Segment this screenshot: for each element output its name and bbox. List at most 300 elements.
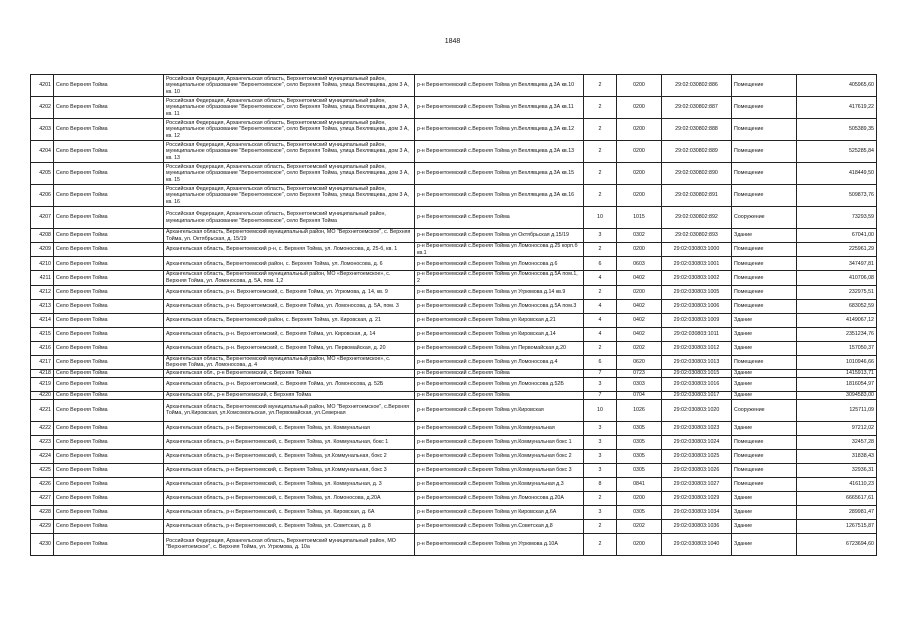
short-address: р-н Верхнетоемский с.Верхняя Тойма ул.Коммунальная бокс 1 — [415, 435, 584, 449]
settlement-name: Село Верхняя Тойма — [54, 399, 164, 421]
object-type: Помещение — [732, 97, 797, 119]
full-address: Архангельская область, Верхнетоемский муниципальный район, МО «Верхнетоемское», с. Верхняя Тойма, ул. Ломоносова, д. 4 — [164, 355, 415, 369]
type-count: 7 — [584, 369, 617, 377]
row-number: 4201 — [31, 75, 54, 97]
cadastral-number: 29:02:030802:891 — [662, 185, 732, 207]
table-row — [31, 449, 877, 463]
type-count: 3 — [584, 449, 617, 463]
cadastral-number: 29:02:030802:887 — [662, 97, 732, 119]
type-code: 0402 — [617, 313, 662, 327]
type-code: 0305 — [617, 435, 662, 449]
object-type: Сооружение — [732, 207, 797, 229]
cadastral-value: 4149067,12 — [797, 313, 877, 327]
full-address: Архангельская область, р-н Верхнетоемский, с. Верхняя Тойма, ул.Коммунальная, бокс 3 — [164, 463, 415, 477]
row-number: 4209 — [31, 243, 54, 257]
cadastral-number: 29:02:030803:1020 — [662, 399, 732, 421]
full-address: Российская Федерация, Архангельская область, Верхнетоемский муниципальный район, муниципальное образование "Верхнетоемское", село Верхняя Тойма, улица Вехлявцева, дом 3 А, кв. 16 — [164, 185, 415, 207]
table-body — [31, 75, 877, 556]
short-address: р-н Верхнетоемский с.Верхняя Тойма ул Ломоносова д.6 — [415, 257, 584, 271]
full-address: Российская Федерация, Архангельская область, Верхнетоемский муниципальный район, муниципальное образование "Верхнетоемское", село Верхняя Тойма, улица Вехлявцева, дом 3 А, кв. 12 — [164, 119, 415, 141]
cadastral-number: 29:02:030803:1001 — [662, 257, 732, 271]
type-code: 1026 — [617, 399, 662, 421]
settlement-name: Село Верхняя Тойма — [54, 369, 164, 377]
cadastral-number: 29:02:030803:1023 — [662, 421, 732, 435]
short-address: р-н Верхнетоемский с.Верхняя Тойма ул Ломоносова д.20А — [415, 491, 584, 505]
object-type: Помещение — [732, 355, 797, 369]
table-row — [31, 491, 877, 505]
row-number: 4213 — [31, 299, 54, 313]
table-row — [31, 271, 877, 285]
row-number: 4208 — [31, 229, 54, 243]
row-number: 4217 — [31, 355, 54, 369]
cadastral-number: 29:02:030803:1027 — [662, 477, 732, 491]
cadastral-number: 29:02:030803:1016 — [662, 377, 732, 391]
settlement-name: Село Верхняя Тойма — [54, 313, 164, 327]
object-type: Здание — [732, 533, 797, 555]
settlement-name: Село Верхняя Тойма — [54, 435, 164, 449]
full-address: Российская Федерация, Архангельская область, Верхнетоемский муниципальный район, муниципальное образование "Верхнетоемское", село Верхняя Тойма, улица Вехлявцева, дом 3 А, кв. 10 — [164, 75, 415, 97]
object-type: Здание — [732, 491, 797, 505]
cadastral-number: 29:02:030803:1024 — [662, 435, 732, 449]
cadastral-number: 29:02:030802:889 — [662, 141, 732, 163]
type-code: 0202 — [617, 519, 662, 533]
row-number: 4229 — [31, 519, 54, 533]
object-type: Помещение — [732, 163, 797, 185]
cadastral-number: 29:02:030803:1013 — [662, 355, 732, 369]
cadastral-value: 1415913,71 — [797, 369, 877, 377]
cadastral-value: 405965,60 — [797, 75, 877, 97]
type-count: 2 — [584, 533, 617, 555]
property-table — [30, 74, 877, 556]
object-type: Помещение — [732, 243, 797, 257]
cadastral-number: 29:02:030803:1017 — [662, 391, 732, 399]
object-type: Здание — [732, 369, 797, 377]
type-count: 3 — [584, 435, 617, 449]
cadastral-number: 29:02:030803:1036 — [662, 519, 732, 533]
table-row — [31, 75, 877, 97]
object-type: Помещение — [732, 435, 797, 449]
table-row — [31, 533, 877, 555]
short-address: р-н Верхнетоемский с.Верхняя Тойма ул Октябрьская д.15/19 — [415, 229, 584, 243]
full-address: Архангельская область, р-н Верхнетоемский, с. Верхняя Тойма, ул. Коммунальная — [164, 421, 415, 435]
row-number: 4202 — [31, 97, 54, 119]
settlement-name: Село Верхняя Тойма — [54, 97, 164, 119]
row-number: 4219 — [31, 377, 54, 391]
type-code: 0305 — [617, 421, 662, 435]
settlement-name: Село Верхняя Тойма — [54, 119, 164, 141]
full-address: Архангельская область, р-н. Верхнетоемский, с. Верхняя Тойма, ул. Ломоносова, д. 5А, пом. 3 — [164, 299, 415, 313]
settlement-name: Село Верхняя Тойма — [54, 477, 164, 491]
row-number: 4206 — [31, 185, 54, 207]
cadastral-number: 29:02:030803:1034 — [662, 505, 732, 519]
cadastral-value: 31838,43 — [797, 449, 877, 463]
object-type: Здание — [732, 391, 797, 399]
table-row — [31, 299, 877, 313]
cadastral-value: 67041,00 — [797, 229, 877, 243]
type-count: 3 — [584, 421, 617, 435]
type-code: 0200 — [617, 141, 662, 163]
type-count: 3 — [584, 505, 617, 519]
cadastral-value: 1267515,87 — [797, 519, 877, 533]
type-count: 2 — [584, 341, 617, 355]
object-type: Сооружение — [732, 399, 797, 421]
table-row — [31, 229, 877, 243]
object-type: Здание — [732, 519, 797, 533]
type-code: 0704 — [617, 391, 662, 399]
type-code: 0303 — [617, 377, 662, 391]
row-number: 4210 — [31, 257, 54, 271]
cadastral-value: 6665617,61 — [797, 491, 877, 505]
table-row — [31, 207, 877, 229]
row-number: 4222 — [31, 421, 54, 435]
row-number: 4203 — [31, 119, 54, 141]
full-address: Архангельская область, р-н. Верхнетоемский, с. Верхняя Тойма, ул. Ломоносова, д. 52Б — [164, 377, 415, 391]
cadastral-value: 410706,08 — [797, 271, 877, 285]
type-code: 0200 — [617, 285, 662, 299]
table-row — [31, 341, 877, 355]
cadastral-number: 29:02:030802:893 — [662, 229, 732, 243]
type-code: 0305 — [617, 505, 662, 519]
type-code: 0402 — [617, 327, 662, 341]
type-code: 0603 — [617, 257, 662, 271]
object-type: Помещение — [732, 477, 797, 491]
full-address: Архангельская область, р-н Верхнетоемский, с. Верхняя Тойма, ул.Коммунальная, бокс 2 — [164, 449, 415, 463]
cadastral-value: 97212,02 — [797, 421, 877, 435]
object-type: Здание — [732, 327, 797, 341]
settlement-name: Село Верхняя Тойма — [54, 243, 164, 257]
short-address: р-н Верхнетоемский с.Верхняя Тойма — [415, 207, 584, 229]
type-count: 2 — [584, 141, 617, 163]
cadastral-number: 29:02:030803:1040 — [662, 533, 732, 555]
type-code: 0200 — [617, 163, 662, 185]
short-address: р-н Верхнетоемский с.Верхняя Тойма ул Ломоносова д.52Б — [415, 377, 584, 391]
table-row — [31, 257, 877, 271]
table-row — [31, 463, 877, 477]
full-address: Архангельская область, р-н. Верхнетоемский, с. Верхняя Тойма, ул. Угрюмова, д. 14, кв. 9 — [164, 285, 415, 299]
type-count: 4 — [584, 299, 617, 313]
row-number: 4205 — [31, 163, 54, 185]
type-code: 0200 — [617, 243, 662, 257]
cadastral-value: 6723694,60 — [797, 533, 877, 555]
table-row — [31, 369, 877, 377]
table-row — [31, 285, 877, 299]
full-address: Архангельская область, Верхнетоемский район, с. Верхняя Тойма, ул. Ломоносова, д. 6 — [164, 257, 415, 271]
settlement-name: Село Верхняя Тойма — [54, 491, 164, 505]
full-address: Российская Федерация, Архангельская область, Верхнетоемский муниципальный район, МО "Верхнетоемское", с. Верхняя Тойма, ул. Угрюмова, д. 10а — [164, 533, 415, 555]
short-address: р-н Верхнетоемский с.Верхняя Тойма ул Угрюмова д.14 кв.9 — [415, 285, 584, 299]
row-number: 4214 — [31, 313, 54, 327]
table-row — [31, 141, 877, 163]
object-type: Помещение — [732, 449, 797, 463]
full-address: Архангельская область, р-н Верхнетоемский, с. Верхняя Тойма, ул. Кировская, д. 6А — [164, 505, 415, 519]
object-type: Помещение — [732, 271, 797, 285]
type-count: 10 — [584, 399, 617, 421]
object-type: Помещение — [732, 119, 797, 141]
type-count: 2 — [584, 243, 617, 257]
short-address: р-н Верхнетоемский с.Верхняя Тойма ул Вехлявцева д.3А кв.11 — [415, 97, 584, 119]
page-number: 1848 — [444, 38, 461, 45]
full-address: Архангельская область, Верхнетоемский район, с. Верхняя Тойма, ул. Кировская, д. 21 — [164, 313, 415, 327]
settlement-name: Село Верхняя Тойма — [54, 421, 164, 435]
table-row — [31, 313, 877, 327]
type-code: 0620 — [617, 355, 662, 369]
settlement-name: Село Верхняя Тойма — [54, 391, 164, 399]
row-number: 4218 — [31, 369, 54, 377]
short-address: р-н Верхнетоемский с.Верхняя Тойма ул.Коммунальная д.3 — [415, 477, 584, 491]
object-type: Помещение — [732, 463, 797, 477]
short-address: р-н Верхнетоемский с.Верхняя Тойма ул Кировская д.21 — [415, 313, 584, 327]
full-address: Российская Федерация, Архангельская область, Верхнетоемский муниципальный район, муниципальное образование "Верхнетоемское", село Верхняя Тойма, улица Вехлявцева, дом 3 А, кв. 13 — [164, 141, 415, 163]
cadastral-value: 1816054,97 — [797, 377, 877, 391]
cadastral-number: 29:02:030803:1002 — [662, 271, 732, 285]
row-number: 4227 — [31, 491, 54, 505]
cadastral-value: 3094583,00 — [797, 391, 877, 399]
table-row — [31, 97, 877, 119]
object-type: Помещение — [732, 299, 797, 313]
type-count: 3 — [584, 463, 617, 477]
row-number: 4230 — [31, 533, 54, 555]
full-address: Архангельская обл., р-н Верхнетоемский, с Верхняя Тойма — [164, 369, 415, 377]
object-type: Здание — [732, 377, 797, 391]
cadastral-value: 32457,28 — [797, 435, 877, 449]
table-row — [31, 421, 877, 435]
cadastral-value: 2351234,76 — [797, 327, 877, 341]
cadastral-value: 232975,51 — [797, 285, 877, 299]
row-number: 4226 — [31, 477, 54, 491]
cadastral-value: 525285,84 — [797, 141, 877, 163]
settlement-name: Село Верхняя Тойма — [54, 229, 164, 243]
short-address: р-н Верхнетоемский с.Верхняя Тойма ул.Советская д.8 — [415, 519, 584, 533]
cadastral-value: 1010946,66 — [797, 355, 877, 369]
cadastral-number: 29:02:030803:1005 — [662, 285, 732, 299]
type-code: 0200 — [617, 75, 662, 97]
type-code: 1015 — [617, 207, 662, 229]
cadastral-number: 29:02:030803:1011 — [662, 327, 732, 341]
settlement-name: Село Верхняя Тойма — [54, 299, 164, 313]
object-type: Помещение — [732, 75, 797, 97]
full-address: Архангельская область, Верхнетоемский муниципальный район, МО "Верхнетоемское", с.Верхняя Тойма, ул.Кировская, ул.Комсомольская, ул.Первомайская, ул.Северная — [164, 399, 415, 421]
type-code: 0200 — [617, 185, 662, 207]
type-count: 2 — [584, 491, 617, 505]
full-address: Архангельская область, р-н. Верхнетоемский, с. Верхняя Тойма, ул. Первомайская, д. 20 — [164, 341, 415, 355]
full-address: Архангельская область, Верхнетоемский муниципальный район, МО "Верхнетоемское", с. Верхняя Тойма, ул. Октябрьская, д. 15/19 — [164, 229, 415, 243]
type-count: 2 — [584, 163, 617, 185]
table-row — [31, 377, 877, 391]
settlement-name: Село Верхняя Тойма — [54, 377, 164, 391]
row-number: 4204 — [31, 141, 54, 163]
row-number: 4224 — [31, 449, 54, 463]
row-number: 4207 — [31, 207, 54, 229]
type-count: 2 — [584, 285, 617, 299]
object-type: Помещение — [732, 285, 797, 299]
object-type: Помещение — [732, 141, 797, 163]
short-address: р-н Верхнетоемский с.Верхняя Тойма ул.Коммунальная бокс 2 — [415, 449, 584, 463]
row-number: 4216 — [31, 341, 54, 355]
short-address: р-н Верхнетоемский с.Верхняя Тойма ул Вехлявцева д.3А кв.13 — [415, 141, 584, 163]
cadastral-number: 29:02:030802:888 — [662, 119, 732, 141]
settlement-name: Село Верхняя Тойма — [54, 185, 164, 207]
short-address: р-н Верхнетоемский с.Верхняя Тойма ул Вехлявцева д.3А кв.16 — [415, 185, 584, 207]
settlement-name: Село Верхняя Тойма — [54, 285, 164, 299]
settlement-name: Село Верхняя Тойма — [54, 463, 164, 477]
short-address: р-н Верхнетоемский с.Верхняя Тойма ул.Коммунальная — [415, 421, 584, 435]
type-code: 0202 — [617, 341, 662, 355]
cadastral-value: 32936,31 — [797, 463, 877, 477]
cadastral-value: 417619,22 — [797, 97, 877, 119]
cadastral-value: 505389,35 — [797, 119, 877, 141]
settlement-name: Село Верхняя Тойма — [54, 75, 164, 97]
table-row — [31, 119, 877, 141]
short-address: р-н Верхнетоемский с.Верхняя Тойма ул Кировская д.14 — [415, 327, 584, 341]
table-row — [31, 243, 877, 257]
type-count: 2 — [584, 97, 617, 119]
short-address: р-н Верхнетоемский с.Верхняя Тойма — [415, 391, 584, 399]
cadastral-value: 416110,23 — [797, 477, 877, 491]
type-code: 0402 — [617, 271, 662, 285]
settlement-name: Село Верхняя Тойма — [54, 141, 164, 163]
short-address: р-н Верхнетоемский с.Верхняя Тойма ул Ломоносова д.25 корп.б кв.1 — [415, 243, 584, 257]
full-address: Архангельская область, р-н Верхнетоемский, с. Верхняя Тойма, ул. Коммунальная, д. 3 — [164, 477, 415, 491]
settlement-name: Село Верхняя Тойма — [54, 355, 164, 369]
short-address: р-н Верхнетоемский с.Верхняя Тойма ул.Коммунальная бокс 3 — [415, 463, 584, 477]
type-count: 8 — [584, 477, 617, 491]
full-address: Архангельская область, р-н Верхнетоемский, с. Верхняя Тойма, ул. Коммунальная, бокс 1 — [164, 435, 415, 449]
type-code: 0200 — [617, 119, 662, 141]
object-type: Здание — [732, 421, 797, 435]
cadastral-value: 509873,76 — [797, 185, 877, 207]
cadastral-number: 29:02:030803:1025 — [662, 449, 732, 463]
cadastral-value: 347497,81 — [797, 257, 877, 271]
cadastral-value: 73293,59 — [797, 207, 877, 229]
object-type: Здание — [732, 505, 797, 519]
table-row — [31, 163, 877, 185]
full-address: Архангельская область, р-н Верхнетоемский, с. Верхняя Тойма, ул. Советская, д. 8 — [164, 519, 415, 533]
cadastral-number: 29:02:030803:1026 — [662, 463, 732, 477]
type-count: 6 — [584, 355, 617, 369]
cadastral-number: 29:02:030803:1029 — [662, 491, 732, 505]
short-address: р-н Верхнетоемский с.Верхняя Тойма ул.Вехлявцева д.3А кв.12 — [415, 119, 584, 141]
short-address: р-н Верхнетоемский с.Верхняя Тойма ул Ломоносова д.5А пом.1, 2 — [415, 271, 584, 285]
row-number: 4221 — [31, 399, 54, 421]
short-address: р-н Верхнетоемский с.Верхняя Тойма ул.Кировская — [415, 399, 584, 421]
cadastral-value: 418449,50 — [797, 163, 877, 185]
table-row — [31, 399, 877, 421]
settlement-name: Село Верхняя Тойма — [54, 207, 164, 229]
type-count: 2 — [584, 75, 617, 97]
full-address: Архангельская область, р-н. Верхнетоемский, с. Верхняя Тойма, ул. Кировская, д. 14 — [164, 327, 415, 341]
cadastral-number: 29:02:030802:890 — [662, 163, 732, 185]
table-row — [31, 519, 877, 533]
type-code: 0305 — [617, 463, 662, 477]
type-code: 0200 — [617, 491, 662, 505]
short-address: р-н Верхнетоемский с.Верхняя Тойма ул Ломоносова д.4 — [415, 355, 584, 369]
full-address: Российская Федерация, Архангельская область, Верхнетоемский муниципальный район, муниципальное образование "Верхнетоемское", село Верхняя Тойма, улица Вехлявцева, дом 3 А, кв. 15 — [164, 163, 415, 185]
settlement-name: Село Верхняя Тойма — [54, 505, 164, 519]
type-code: 0302 — [617, 229, 662, 243]
object-type: Здание — [732, 341, 797, 355]
type-code: 0841 — [617, 477, 662, 491]
settlement-name: Село Верхняя Тойма — [54, 257, 164, 271]
table-row — [31, 505, 877, 519]
cadastral-value: 125711,09 — [797, 399, 877, 421]
short-address: р-н Верхнетоемский с.Верхняя Тойма ул Кировская д.6А — [415, 505, 584, 519]
table-row — [31, 327, 877, 341]
short-address: р-н Верхнетоемский с.Верхняя Тойма ул Первомайская д.20 — [415, 341, 584, 355]
full-address: Российская Федерация, Архангельская область, Верхнетоемский муниципальный район, муниципальное образование "Верхнетоемское", село Верхняя Тойма — [164, 207, 415, 229]
type-code: 0200 — [617, 97, 662, 119]
short-address: р-н Верхнетоемский с.Верхняя Тойма — [415, 369, 584, 377]
cadastral-value: 683052,59 — [797, 299, 877, 313]
type-count: 4 — [584, 327, 617, 341]
row-number: 4220 — [31, 391, 54, 399]
table-row — [31, 355, 877, 369]
type-count: 3 — [584, 377, 617, 391]
full-address: Архангельская область, Верхнетоемский р-н, с. Верхняя Тойма, ул. Ломоносова, д. 25-б, кв. 1 — [164, 243, 415, 257]
type-count: 4 — [584, 313, 617, 327]
short-address: р-н Верхнетоемский с.Верхняя Тойма ул Вехлявцева д.3А кв.15 — [415, 163, 584, 185]
cadastral-value: 225961,29 — [797, 243, 877, 257]
settlement-name: Село Верхняя Тойма — [54, 327, 164, 341]
cadastral-number: 29:02:030803:1009 — [662, 313, 732, 327]
type-count: 10 — [584, 207, 617, 229]
type-code: 0200 — [617, 533, 662, 555]
table-row — [31, 477, 877, 491]
object-type: Помещение — [732, 257, 797, 271]
cadastral-number: 29:02:030802:886 — [662, 75, 732, 97]
type-code: 0305 — [617, 449, 662, 463]
type-count: 4 — [584, 271, 617, 285]
settlement-name: Село Верхняя Тойма — [54, 449, 164, 463]
object-type: Здание — [732, 313, 797, 327]
settlement-name: Село Верхняя Тойма — [54, 519, 164, 533]
cadastral-number: 29:02:030802:892 — [662, 207, 732, 229]
row-number: 4215 — [31, 327, 54, 341]
cadastral-number: 29:02:030803:1006 — [662, 299, 732, 313]
row-number: 4211 — [31, 271, 54, 285]
settlement-name: Село Верхняя Тойма — [54, 271, 164, 285]
object-type: Помещение — [732, 185, 797, 207]
settlement-name: Село Верхняя Тойма — [54, 533, 164, 555]
table-row — [31, 435, 877, 449]
cadastral-value: 289981,47 — [797, 505, 877, 519]
type-count: 2 — [584, 185, 617, 207]
full-address: Архангельская область, Верхнетоемский муниципальный район, МО «Верхнетоемское», с. Верхняя Тойма, ул. Ломоносова, д. 5А, пом. 1,2 — [164, 271, 415, 285]
cadastral-value: 157050,37 — [797, 341, 877, 355]
settlement-name: Село Верхняя Тойма — [54, 341, 164, 355]
type-count: 3 — [584, 229, 617, 243]
cadastral-number: 29:02:030803:1015 — [662, 369, 732, 377]
type-count: 2 — [584, 119, 617, 141]
row-number: 4228 — [31, 505, 54, 519]
type-code: 0402 — [617, 299, 662, 313]
row-number: 4225 — [31, 463, 54, 477]
short-address: р-н Верхнетоемский с.Верхняя Тойма ул Вехлявцева д.3А кв.10 — [415, 75, 584, 97]
row-number: 4212 — [31, 285, 54, 299]
table-row — [31, 185, 877, 207]
type-code: 0723 — [617, 369, 662, 377]
table-row — [31, 391, 877, 399]
row-number: 4223 — [31, 435, 54, 449]
settlement-name: Село Верхняя Тойма — [54, 163, 164, 185]
short-address: р-н Верхнетоемский с.Верхняя Тойма ул Ломоносова д.5А пом.3 — [415, 299, 584, 313]
type-count: 7 — [584, 391, 617, 399]
cadastral-number: 29:02:030803:1012 — [662, 341, 732, 355]
type-count: 6 — [584, 257, 617, 271]
full-address: Архангельская обл., р-н Верхнетоемский, с Верхняя Тойма — [164, 391, 415, 399]
type-count: 2 — [584, 519, 617, 533]
cadastral-number: 29:02:030803:1000 — [662, 243, 732, 257]
full-address: Российская Федерация, Архангельская область, Верхнетоемский муниципальный район, муниципальное образование "Верхнетоемское", село Верхняя Тойма, улица Вехлявцева, дом 3 А, кв. 11 — [164, 97, 415, 119]
